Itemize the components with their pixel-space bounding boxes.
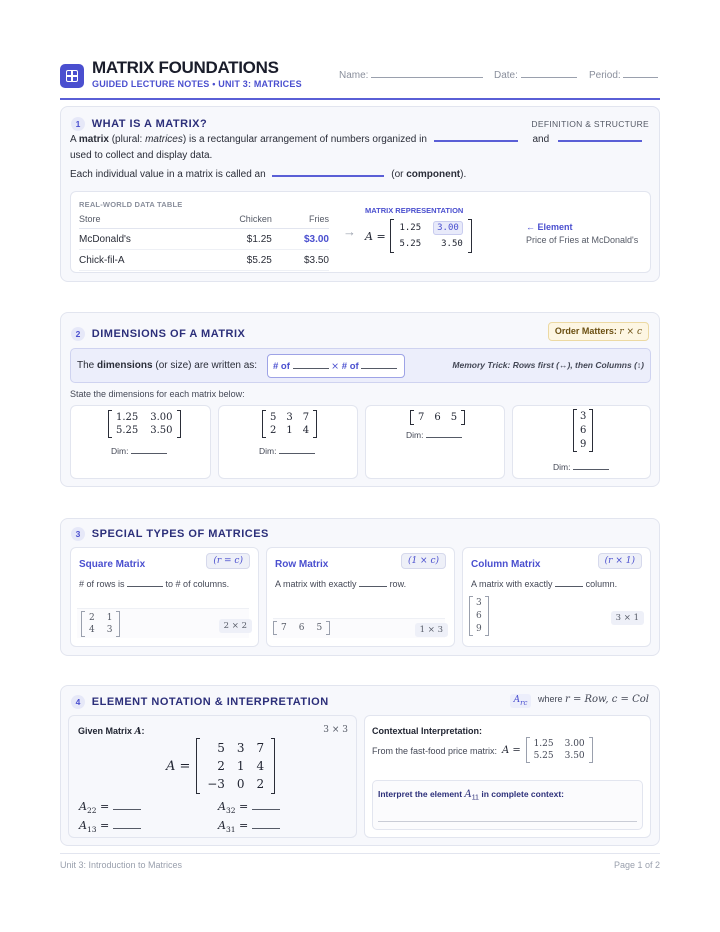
table-caption: REAL-WORLD DATA TABLE bbox=[79, 200, 183, 209]
dim-exercise-2: 5 3 7 2 1 4 Dim: bbox=[218, 405, 358, 479]
given-dim: 3 × 3 bbox=[323, 725, 348, 735]
matrix-representation: A = 1.25 3.00 5.25 3.50 bbox=[365, 219, 472, 253]
dimensions-instruction: State the dimensions for each matrix below: bbox=[70, 389, 245, 399]
section-tag: DEFINITION & STRUCTURE bbox=[531, 119, 649, 129]
table-cell: Chick-fil-A bbox=[79, 250, 198, 271]
type-name: Column Matrix bbox=[471, 559, 541, 570]
grid-logo-icon bbox=[60, 64, 84, 88]
given-matrix-panel bbox=[68, 715, 357, 838]
dim-answer-3[interactable]: Dim: bbox=[406, 430, 462, 440]
type-desc: A matrix with exactly column. bbox=[471, 579, 618, 589]
dimensions-text: The dimensions (or size) are written as: bbox=[77, 360, 258, 371]
type-badge: (1 × c) bbox=[401, 553, 446, 569]
element-prompt-a32[interactable]: $A_{32}$ = bbox=[218, 800, 280, 815]
order-matters-badge: Order Matters: r × c bbox=[548, 322, 649, 341]
section-special-types bbox=[60, 518, 660, 656]
section-title: SPECIAL TYPES OF MATRICES bbox=[91, 528, 269, 540]
highlighted-element: 3.00 bbox=[433, 221, 463, 235]
table-header: Chicken bbox=[198, 212, 272, 229]
given-label: Given Matrix A: bbox=[78, 726, 145, 737]
table-row bbox=[79, 250, 329, 271]
name-label: Name: bbox=[339, 70, 369, 81]
context-panel bbox=[364, 715, 651, 838]
section-number: 2 bbox=[71, 327, 85, 341]
page-title: MATRIX FOUNDATIONS bbox=[92, 58, 279, 77]
table-cell-highlight: $3.00 bbox=[272, 229, 329, 250]
type-desc: A matrix with exactly row. bbox=[275, 579, 407, 589]
table-cell: $3.50 bbox=[272, 250, 329, 271]
type-card-square: Square Matrix (r = c) # of rows is to # of columns. 2 1 4 3 2 × 2 bbox=[70, 547, 259, 647]
blank-rows[interactable] bbox=[434, 140, 518, 142]
date-label: Date: bbox=[494, 70, 518, 81]
table-row bbox=[79, 229, 329, 250]
type-badge: (r = c) bbox=[206, 553, 250, 569]
table-header: Store bbox=[79, 212, 198, 229]
matrix-rep-label: MATRIX REPRESENTATION bbox=[365, 206, 464, 215]
period-field[interactable] bbox=[589, 70, 658, 81]
context-matrix: A = 1.25 3.00 5.25 3.50 bbox=[502, 737, 593, 763]
matrix-a: 1.25 3.00 5.25 3.50 bbox=[390, 219, 471, 253]
section-title: DIMENSIONS OF A MATRIX bbox=[91, 328, 246, 340]
type-badge: (r × 1) bbox=[598, 553, 642, 569]
term-component: component bbox=[406, 169, 461, 180]
dim-answer-4[interactable]: Dim: bbox=[553, 462, 609, 472]
period-label: Period: bbox=[589, 70, 621, 81]
type-name: Square Matrix bbox=[79, 559, 146, 570]
section-what-is-a-matrix bbox=[60, 106, 660, 282]
context-title: Contextual Interpretation: bbox=[372, 726, 483, 736]
dimensions-row bbox=[70, 348, 651, 383]
type-card-column: Column Matrix (r × 1) A matrix with exactly column. 3 6 9 3 × 1 bbox=[462, 547, 651, 647]
section-title: ELEMENT NOTATION & INTERPRETATION bbox=[91, 696, 329, 708]
interpret-box[interactable] bbox=[372, 780, 643, 830]
section-number: 1 bbox=[71, 117, 85, 131]
element-annotation-desc: Price of Fries at McDonald's bbox=[526, 235, 639, 245]
section-number: 4 bbox=[71, 695, 85, 709]
footer-page-number: Page 1 of 2 bbox=[613, 860, 660, 870]
table-header: Fries bbox=[272, 212, 329, 229]
definition-line-2: used to collect and display data. bbox=[70, 150, 213, 161]
arrow-right-icon: → bbox=[343, 224, 356, 239]
dim-exercise-3: 7 6 5 Dim: bbox=[365, 405, 505, 479]
element-prompt-a22[interactable]: $A_{22}$ = bbox=[79, 800, 141, 815]
element-prompt-a13[interactable]: $A_{13}$ = bbox=[79, 819, 141, 834]
section-element-notation bbox=[60, 685, 660, 846]
footer-left: Unit 3: Introduction to Matrices bbox=[60, 860, 183, 870]
dim-answer-1[interactable]: Dim: bbox=[111, 446, 167, 456]
answer-line[interactable] bbox=[378, 821, 637, 822]
blank-columns[interactable] bbox=[558, 140, 642, 142]
type-desc: # of rows is to # of columns. bbox=[79, 579, 230, 589]
context-desc: From the fast-food price matrix: bbox=[372, 746, 498, 756]
memory-trick: Memory Trick: Rows first (↔), then Columns (↕) bbox=[452, 360, 644, 370]
table-cell: $5.25 bbox=[198, 250, 272, 271]
dim-exercise-1: 1.25 3.00 5.25 3.50 Dim: bbox=[70, 405, 211, 479]
example-panel bbox=[70, 191, 651, 273]
type-dim-tag: 1 × 3 bbox=[415, 623, 448, 637]
notation-legend: $A_{rc}$ where r = Row, c = Col bbox=[510, 694, 649, 708]
interpret-prompt: Interpret the element $A_{11}$ in complete context: bbox=[378, 789, 564, 802]
type-dim-tag: 3 × 1 bbox=[611, 611, 644, 625]
dimensions-fill-box[interactable]: # of × # of bbox=[267, 354, 405, 378]
section-dimensions bbox=[60, 312, 660, 487]
date-field[interactable] bbox=[494, 70, 577, 81]
element-annotation: ← Element bbox=[526, 222, 573, 232]
blank-element[interactable] bbox=[272, 175, 384, 177]
section-number: 3 bbox=[71, 527, 85, 541]
element-prompt-a31[interactable]: $A_{31}$ = bbox=[218, 819, 280, 834]
page-header bbox=[60, 56, 660, 100]
type-card-row: Row Matrix (1 × c) A matrix with exactly row. 7 6 5 1 × 3 bbox=[266, 547, 455, 647]
element-definition: Each individual value in a matrix is called an (or component). bbox=[70, 169, 467, 180]
type-dim-tag: 2 × 2 bbox=[219, 619, 252, 633]
dim-exercise-4: 3 6 9 Dim: bbox=[512, 405, 651, 479]
data-table bbox=[79, 212, 329, 271]
definition-line: A matrix (plural: matrices) is a rectangular arrangement of numbers organized in and bbox=[70, 134, 642, 145]
section-title: WHAT IS A MATRIX? bbox=[91, 118, 208, 130]
term-matrix: matrix bbox=[78, 134, 109, 145]
name-field[interactable] bbox=[339, 70, 483, 81]
table-cell: McDonald's bbox=[79, 229, 198, 250]
dim-answer-2[interactable]: Dim: bbox=[259, 446, 315, 456]
footer-divider bbox=[60, 853, 660, 854]
page-subtitle: GUIDED LECTURE NOTES • UNIT 3: MATRICES bbox=[92, 79, 302, 89]
given-matrix: A = 5 3 7 2 1 4 −3 0 2 bbox=[166, 738, 275, 794]
type-name: Row Matrix bbox=[275, 559, 329, 570]
table-cell: $1.25 bbox=[198, 229, 272, 250]
